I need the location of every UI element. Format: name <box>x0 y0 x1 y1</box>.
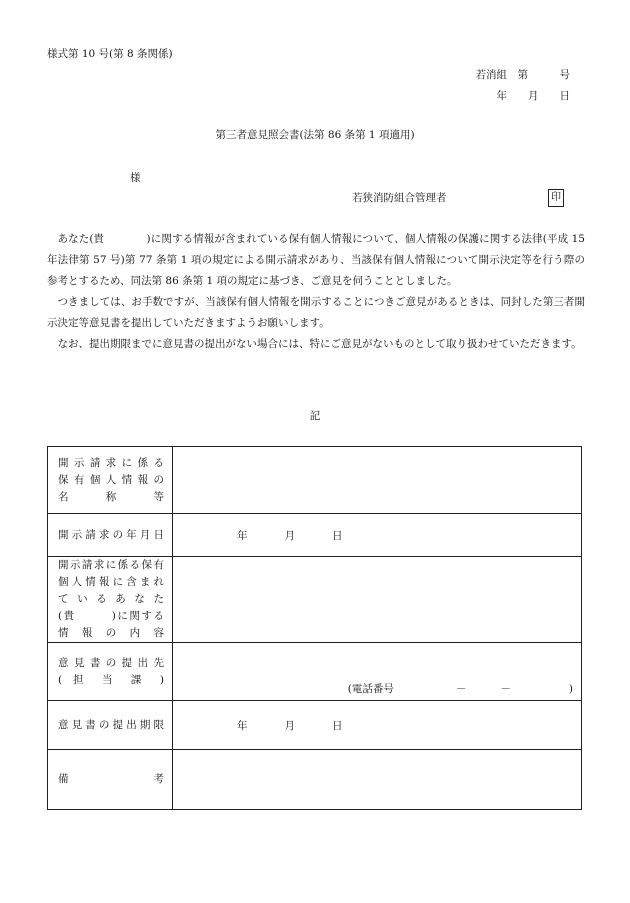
label-line: 開示請求に係る保有 <box>58 559 164 571</box>
info-table <box>47 446 582 810</box>
table-row <box>48 750 582 810</box>
value-remarks[interactable] <box>173 750 582 810</box>
label-submission-dest <box>48 643 173 701</box>
day-text: 日 <box>332 529 343 542</box>
phone-number-line <box>348 681 573 696</box>
issue-date: 年 月 日 <box>496 90 570 102</box>
phone-close: ) <box>568 683 573 695</box>
label-item-name <box>48 447 173 514</box>
value-submission-dest[interactable] <box>173 643 582 701</box>
document-title: 第三者意見照会書(法第 86 条第 1 項適用) <box>215 129 415 141</box>
label-line: ているあなた <box>58 593 164 605</box>
label-line: 意見書の提出先 <box>58 656 164 669</box>
value-deadline[interactable] <box>173 701 582 750</box>
label-line: 個人情報に含まれ <box>58 576 164 588</box>
label-request-date <box>48 514 173 557</box>
label-line: 情報の内容 <box>58 627 164 639</box>
table-row <box>48 447 582 514</box>
label-line: 開示請求の年月日 <box>58 528 164 541</box>
dash: － <box>500 683 511 695</box>
label-deadline <box>48 701 173 750</box>
label-info-content <box>48 557 173 643</box>
year-text: 年 <box>237 529 248 542</box>
label-line: 保有個人情報の <box>58 473 164 486</box>
label-line: 開示請求に係る <box>58 456 164 469</box>
month-text: 月 <box>284 529 295 542</box>
label-remarks <box>48 750 173 810</box>
dash: － <box>455 683 467 695</box>
label-line: 意見書の提出期限 <box>58 718 164 731</box>
form-number: 様式第 10 号(第 8 条関係) <box>47 48 173 60</box>
phone-label: (電話番号 <box>347 683 394 695</box>
label-line: (貴 )に関する <box>58 610 164 622</box>
issue-number: 若消組 第 号 <box>475 69 570 81</box>
year-text: 年 <box>237 719 248 732</box>
body-text <box>47 229 585 355</box>
table-row <box>48 701 582 750</box>
month-text: 月 <box>284 719 295 732</box>
body-paragraph-2: つきましては、お手数ですが、当該保有個人情報を開示することにつきご意見があるときは、同封した第三者開示決定等意見書を提出していただきますようお願いします。 <box>47 296 585 329</box>
table-row <box>48 643 582 701</box>
sender-name: 若狭消防組合管理者 <box>352 192 447 204</box>
value-item-name[interactable] <box>173 447 582 514</box>
label-line: ( 担 当 課 ) <box>58 673 164 686</box>
ki-heading: 記 <box>309 410 321 422</box>
addressee-honorific: 様 <box>130 172 141 184</box>
body-paragraph-3: なお、提出期限までに意見書の提出がない場合には、特にご意見がないものとして取り扱わせていただきます。 <box>57 338 582 350</box>
value-request-date[interactable] <box>173 514 582 557</box>
table-row <box>48 557 582 643</box>
table-row <box>48 514 582 557</box>
label-line: 名 称 等 <box>58 490 164 503</box>
body-paragraph-1: あなた(貴 )に関する情報が含まれている保有個人情報について、個人情報の保護に関する法律(平成 15 年法律第 57 号)第 77 条第 1 項の規定による開示請求があり、当該保有個人情報について開示決定等を行う際の参考とするため、同法第 86 条第 1 項の規定に基づき、ご意見を伺うこととしました。 <box>47 233 585 287</box>
day-text: 日 <box>332 719 343 732</box>
seal-mark: 印 <box>548 189 564 207</box>
label-line: 備 考 <box>58 773 164 785</box>
value-info-content[interactable] <box>173 557 582 643</box>
